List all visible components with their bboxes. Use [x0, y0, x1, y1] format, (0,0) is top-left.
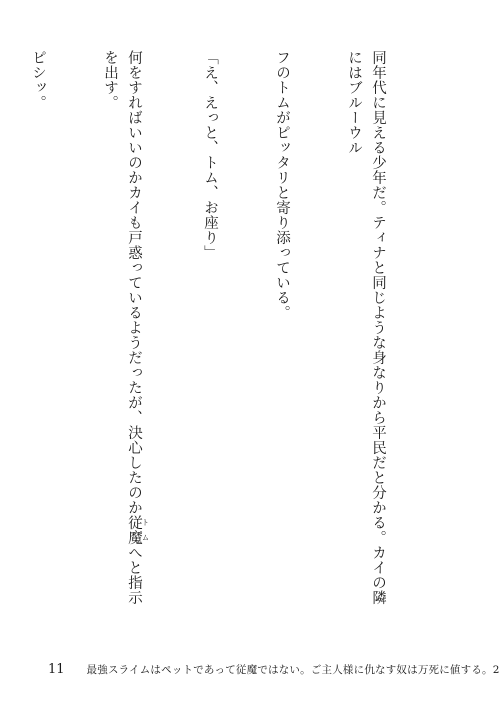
- text-line: ピシッ。: [30, 50, 46, 110]
- text-line: フのトムがピッタリと寄り添っている。: [274, 50, 290, 320]
- body-text: [30, 50, 438, 610]
- ruby-base: 従魔: [126, 515, 142, 545]
- text-fragment: へと指示を出す。: [102, 50, 142, 605]
- text-fragment: 何をすればいいのかカイも戸惑っているようだったが、決心したのか: [126, 50, 142, 515]
- page-number: 11: [48, 662, 65, 677]
- ruby-reading: トム: [141, 515, 151, 545]
- page-footer: [48, 662, 500, 677]
- ruby-word: [126, 515, 151, 545]
- text-line-with-ruby: [98, 50, 150, 610]
- text-line: 同年代に見える少年だ。ティナと同じような身なりから平民だと分かる。カイの隣にはブルーウル: [346, 50, 386, 605]
- running-title: 最強スライムはペットであって従魔ではない。ご主人様に仇なす奴は万死に値する。2: [86, 664, 500, 676]
- text-line: 「え、えっと、トム、お座り」: [202, 50, 218, 260]
